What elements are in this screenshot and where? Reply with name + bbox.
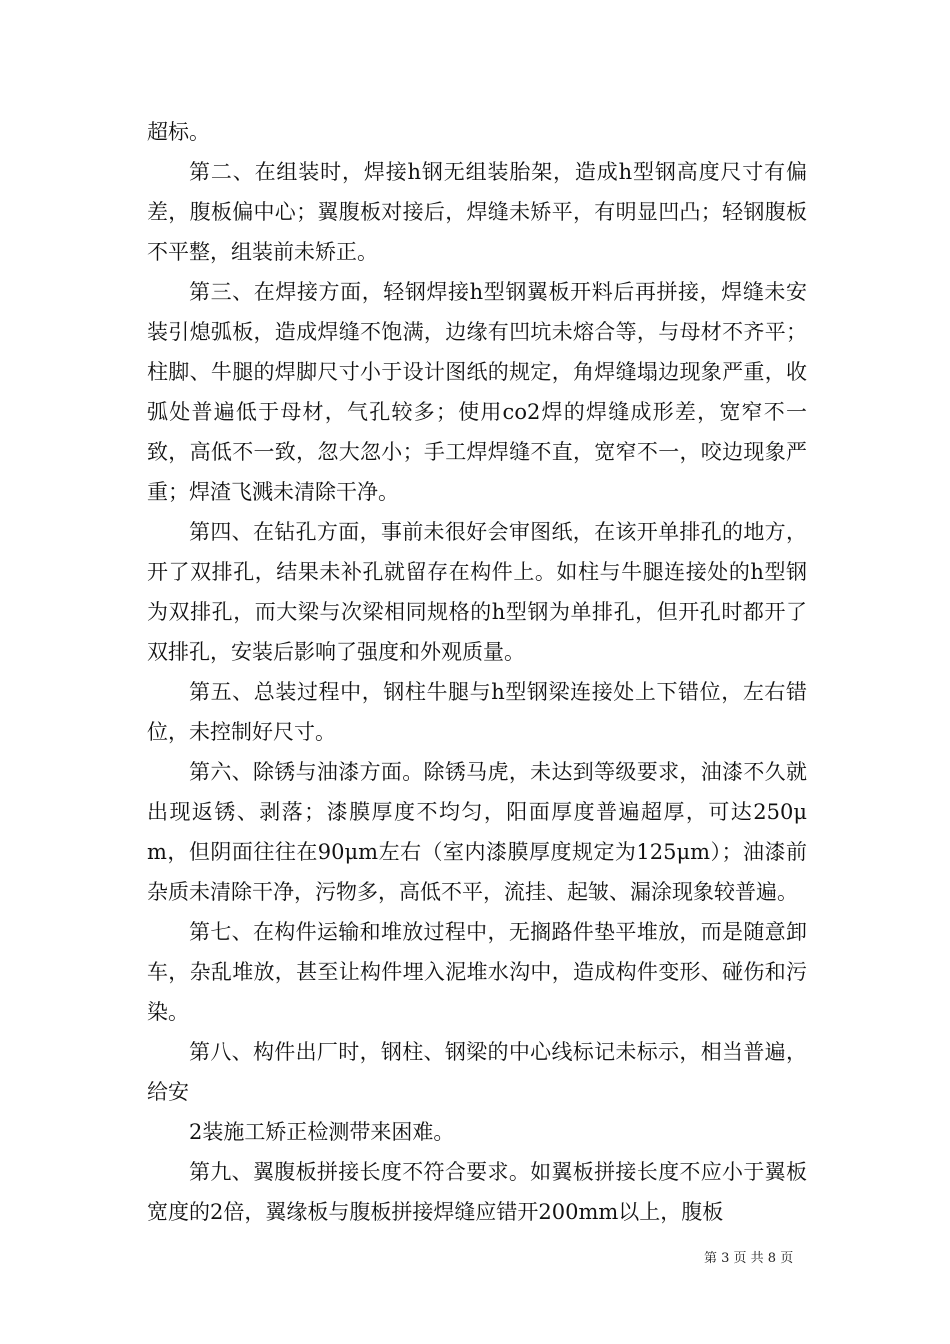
paragraph-marking: 第八、构件出厂时，钢柱、钢梁的中心线标记未标示，相当普遍，给安 <box>147 1040 807 1104</box>
paragraph-marking-continued: 2装施工矫正检测带来困难。 <box>189 1120 455 1144</box>
paragraph-splicing: 第九、翼腹板拼接长度不符合要求。如翼板拼接长度不应小于翼板宽度的2倍，翼缘板与腹板拼接焊缝应错开200mm以上，腹板 <box>147 1160 807 1224</box>
paragraph-welding: 第三、在焊接方面，轻钢焊接h型钢翼板开料后再拼接，焊缝未安装引熄弧板，造成焊缝不饱满，边缘有凹坑未熔合等，与母材不齐平；柱脚、牛腿的焊脚尺寸小于设计图纸的规定，角焊缝塌边现象严重，收弧处普遍低于母材，气孔较多；使用co2焊的焊缝成形差，宽窄不一致，高低不一致，忽大忽小；手工焊焊缝不直，宽窄不一，咬边现象严重；焊渣飞溅未清除干净。 <box>147 280 807 504</box>
paragraph-assembly: 第二、在组装时，焊接h钢无组装胎架，造成h型钢高度尺寸有偏差，腹板偏中心；翼腹板对接后，焊缝未矫平，有明显凹凸；轻钢腹板不平整，组装前未矫正。 <box>147 160 807 264</box>
paragraph-transport: 第七、在构件运输和堆放过程中，无搁路件垫平堆放，而是随意卸车，杂乱堆放，甚至让构件埋入泥堆水沟中，造成构件变形、碰伤和污染。 <box>147 920 807 1024</box>
document-body <box>147 112 807 1232</box>
paragraph-continuation: 超标。 <box>147 120 210 144</box>
page-number-footer: 第 3 页 共 8 页 <box>704 1251 794 1266</box>
paragraph-drilling: 第四、在钻孔方面，事前未很好会审图纸，在该开单排孔的地方，开了双排孔，结果未补孔就留存在构件上。如柱与牛腿连接处的h型钢为双排孔，而大梁与次梁相同规格的h型钢为单排孔，但开孔时都开了双排孔，安装后影响了强度和外观质量。 <box>147 520 807 664</box>
paragraph-painting: 第六、除锈与油漆方面。除锈马虎，未达到等级要求，油漆不久就出现返锈、剥落；漆膜厚度不均匀，阳面厚度普遍超厚，可达250μm，但阴面往往在90μm左右（室内漆膜厚度规定为125μm）；油漆前杂质未清除干净，污物多，高低不平，流挂、起皱、漏涂现象较普遍。 <box>147 760 807 904</box>
paragraph-final-assembly: 第五、总装过程中，钢柱牛腿与h型钢梁连接处上下错位，左右错位，未控制好尺寸。 <box>147 680 807 744</box>
